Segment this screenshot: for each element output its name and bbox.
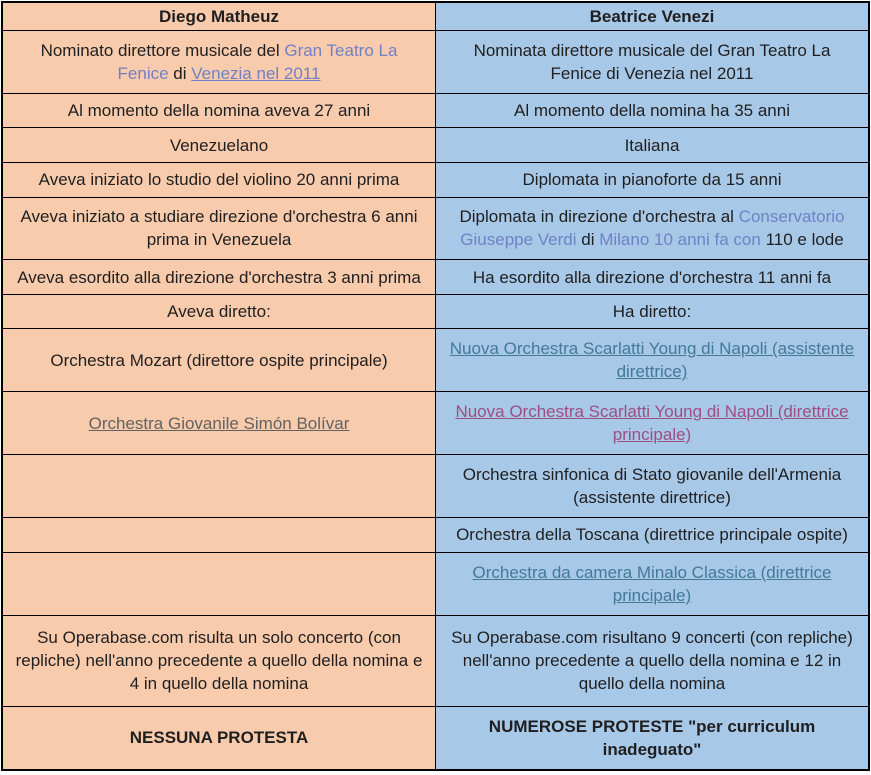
header-row: [2, 2, 869, 31]
cell-left-row5: [2, 197, 436, 260]
cell-left-row6: [2, 260, 436, 295]
cell-left-row2: [2, 93, 436, 128]
table-row: [2, 706, 869, 770]
text-segment: Nominato direttore musicale del: [40, 40, 285, 60]
cell-right-row10: [436, 455, 870, 518]
table-row: [2, 615, 869, 706]
text-segment: Al momento della nomina aveva 27 anni: [67, 101, 371, 121]
cell-left-row14: [2, 706, 436, 770]
text-segment: Diplomata in direzione d'orchestra al: [459, 207, 739, 227]
table-row: [2, 31, 869, 94]
cell-left-row7: [2, 294, 436, 329]
text-segment: Venezuelano: [169, 135, 269, 155]
cell-left-row11: [2, 518, 436, 553]
cell-left-row1: [2, 31, 436, 94]
text-segment: di: [168, 63, 192, 83]
cell-left-row13: [2, 615, 436, 706]
hyperlink[interactable]: Orchestra Giovanile Simón Bolívar: [88, 413, 350, 433]
hyperlink[interactable]: Nuova Orchestra Scarlatti Young di Napoli (assistente direttrice): [449, 339, 855, 382]
column-header-diego-matheuz: Diego Matheuz: [2, 2, 436, 31]
text-segment: Aveva iniziato lo studio del violino 20 anni prima: [38, 170, 400, 190]
text-segment: Aveva iniziato a studiare direzione d'orchestra 6 anni prima in Venezuela: [20, 207, 418, 250]
text-segment: Su Operabase.com risultano 9 concerti (con repliche) nell'anno precedente a quello della nomina e 12 in quello della nomina: [451, 628, 853, 694]
text-segment: Orchestra sinfonica di Stato giovanile dell'Armenia (assistente direttrice): [462, 465, 842, 508]
hyperlink[interactable]: Conservatorio Giuseppe Verdi: [460, 207, 845, 250]
hyperlink[interactable]: Venezia nel 2011: [191, 63, 321, 83]
cell-left-row10: [2, 455, 436, 518]
hyperlink[interactable]: Nuova Orchestra Scarlatti Young di Napoli (direttrice principale): [455, 402, 849, 445]
text-segment: Ha esordito alla direzione d'orchestra 11 anni fa: [472, 267, 832, 287]
table-row: [2, 128, 869, 163]
text-segment: Orchestra Mozart (direttore ospite principale): [50, 350, 388, 370]
hyperlink[interactable]: Gran Teatro La Fenice: [117, 40, 398, 83]
table-row: [2, 455, 869, 518]
cell-right-row7: [436, 294, 870, 329]
text-segment: Diplomata in pianoforte da 15 anni: [522, 170, 782, 190]
text-segment: Ha diretto:: [612, 302, 692, 322]
text-segment: Orchestra della Toscana (direttrice principale ospite): [456, 525, 848, 545]
table-row: [2, 392, 869, 455]
hyperlink[interactable]: Milano 10 anni fa con: [599, 230, 766, 250]
cell-right-row8: [436, 329, 870, 392]
table-row: [2, 294, 869, 329]
cell-right-row4: [436, 162, 870, 197]
table-row: [2, 518, 869, 553]
table-row: [2, 329, 869, 392]
cell-left-row4: [2, 162, 436, 197]
cell-right-row2: [436, 93, 870, 128]
table-body: [2, 31, 869, 771]
table-row: [2, 552, 869, 615]
text-segment: di: [576, 230, 600, 250]
cell-right-row5: [436, 197, 870, 260]
cell-right-row14: [436, 706, 870, 770]
comparison-table: [1, 1, 870, 771]
cell-left-row9: [2, 392, 436, 455]
table-row: [2, 197, 869, 260]
cell-right-row13: [436, 615, 870, 706]
text-segment: NUMEROSE PROTESTE "per curriculum inadeguato": [488, 716, 816, 759]
text-segment: Nominata direttore musicale del Gran Teatro La Fenice di Venezia nel 2011: [473, 40, 831, 83]
text-segment: Aveva esordito alla direzione d'orchestra 3 anni prima: [17, 267, 421, 287]
cell-left-row3: [2, 128, 436, 163]
text-segment: NESSUNA PROTESTA: [129, 728, 309, 748]
table-row: [2, 260, 869, 295]
cell-right-row12: [436, 552, 870, 615]
cell-right-row9: [436, 392, 870, 455]
text-segment: Al momento della nomina ha 35 anni: [514, 101, 790, 121]
table-row: [2, 162, 869, 197]
cell-left-row12: [2, 552, 436, 615]
cell-right-row11: [436, 518, 870, 553]
cell-right-row6: [436, 260, 870, 295]
column-header-beatrice-venezi: Beatrice Venezi: [436, 2, 870, 31]
text-segment: Aveva diretto:: [167, 302, 271, 322]
page: [0, 1, 871, 775]
cell-right-row1: [436, 31, 870, 94]
cell-left-row8: [2, 329, 436, 392]
cell-right-row3: [436, 128, 870, 163]
table-row: [2, 93, 869, 128]
text-segment: Su Operabase.com risulta un solo concerto (con repliche) nell'anno precedente a quello della nomina e 4 in quello della nomina: [15, 628, 423, 694]
text-segment: 110 e lode: [765, 230, 844, 250]
text-segment: Italiana: [624, 135, 680, 155]
hyperlink[interactable]: Orchestra da camera Minalo Classica (direttrice principale): [472, 562, 832, 605]
